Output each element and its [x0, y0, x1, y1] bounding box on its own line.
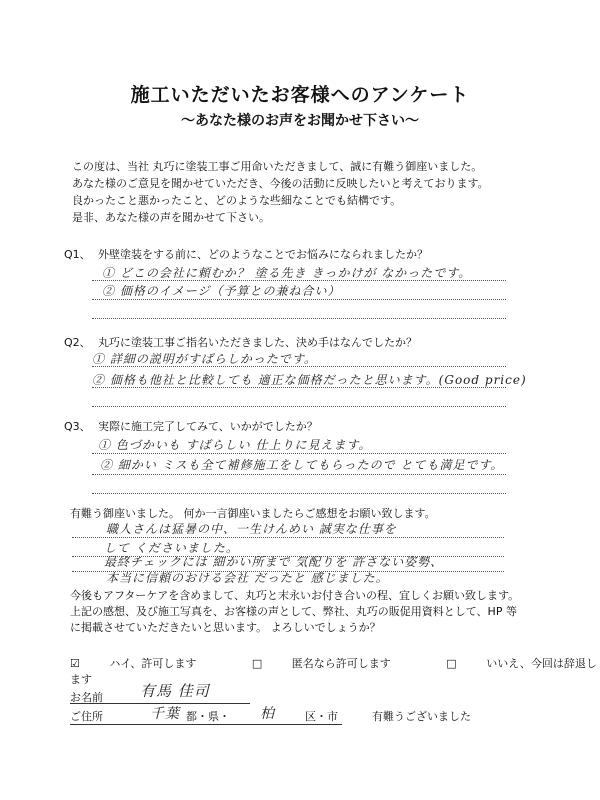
intro-paragraph — [72, 158, 489, 226]
answer-rule — [92, 474, 506, 475]
page-title: 施工いただいたお客様へのアンケート — [130, 84, 470, 106]
intro-line: 是非、あなた様の声を聞かせて下さい。 — [72, 211, 270, 224]
answer-rule — [92, 387, 506, 388]
answer-rule — [92, 299, 506, 300]
answer-rule — [92, 280, 506, 281]
request-line: に掲載させていただきたいと思います。 よろしいでしょうか？ — [70, 621, 381, 634]
q3-answer-1: ① 色づかいも すばらしい 仕上りに見えます。 — [98, 438, 372, 452]
option-label: ハイ、許可します — [109, 657, 197, 670]
checkbox-icon: □ — [251, 657, 263, 670]
answer-rule — [92, 406, 506, 407]
name-label: お名前 — [70, 691, 103, 704]
answer-rule — [72, 537, 504, 538]
q2-text: 丸巧に塗装工事ご指名いただきました、決め手はなんでしたか？ — [98, 336, 417, 349]
option-allow[interactable] — [70, 657, 222, 670]
option-anonymous[interactable] — [252, 657, 417, 670]
request-line: 今後もアフターケアを含めまして、丸巧と末永いお付き合いの程、宜しくお願い致します。 — [70, 589, 520, 602]
q2-number: Q2、 — [64, 336, 91, 349]
comment-prompt: 有難う御座いました。 何か一言御座いましたらご感想をお願い致します。 — [70, 507, 436, 520]
thanks-text: 有難うございました — [372, 710, 471, 723]
address-prefecture: 千葉 — [150, 706, 180, 722]
address-prefecture-unit: 都・県・ — [186, 710, 230, 723]
answer-rule — [92, 366, 506, 367]
q2-answer-1: ① 詳細の説明がすばらしかったです。 — [92, 352, 317, 366]
q1-text: 外壁塗装をする前に、どのようなことでお悩みになられましたか？ — [98, 248, 428, 261]
answer-rule — [92, 318, 506, 319]
q1-answer-1: ① どこの会社に頼むか？ 塗る先き きっかけが なかったです。 — [102, 266, 472, 280]
intro-line: あなた様のご意見を聞かせていただき、今後の活動に反映したいと考えております。 — [72, 177, 489, 190]
comment-line: 職人さんは猛暑の中、一生けんめい 誠実な仕事を — [106, 522, 397, 536]
name-value: 有馬 佳司 — [140, 682, 210, 700]
q2-answer-2: ② 価格も他社と比較しても 適正な価格だったと思います。(Good price) — [92, 373, 527, 387]
q1-answer-2: ② 価格のイメージ（予算との兼ね合い） — [102, 284, 341, 298]
answer-rule — [92, 453, 506, 454]
address-underline — [70, 724, 342, 725]
checkbox-checked-icon: ☑ — [70, 657, 80, 670]
q3-answer-2: ② 細かい ミスも全て補修施工をしてもらったので とても満足です。 — [100, 458, 504, 472]
intro-line: 良かったこと悪かったこと、どのような些細なことでも結構です。 — [72, 194, 402, 207]
option-label: 匿名なら許可します — [291, 657, 391, 670]
comment-line: 最終チェックには 細かい所まで 気配りを 許さない姿勢、 — [104, 555, 444, 569]
request-line: 上記の感想、及び施工写真を、お客様の声として、弊社、丸巧の販促用資料として、HP 等 — [70, 605, 517, 618]
address-city-unit: 区・市 — [305, 710, 338, 723]
q3-number: Q3、 — [64, 420, 91, 433]
address-label: ご住所 — [70, 710, 103, 723]
option-label: いいえ、今回は辞退します — [70, 657, 597, 686]
q3-text: 実際に施工完了してみて、いかがでしたか？ — [98, 420, 318, 433]
checkbox-icon: □ — [446, 657, 457, 670]
answer-rule — [92, 493, 506, 494]
comment-line: 本当に信頼のおける会社 だったと 感じました。 — [106, 571, 389, 585]
permission-request — [70, 588, 519, 636]
intro-line: この度は、当社 丸巧に塗装工事ご用命いただきまして、誠に有難う御座いました。 — [72, 160, 483, 173]
page-subtitle: ～あなた様のお声をお聞かせ下さい～ — [181, 113, 419, 129]
q1-number: Q1、 — [64, 248, 91, 261]
comment-line: して くださいました。 — [104, 541, 239, 555]
address-city: 柏 — [260, 706, 275, 722]
